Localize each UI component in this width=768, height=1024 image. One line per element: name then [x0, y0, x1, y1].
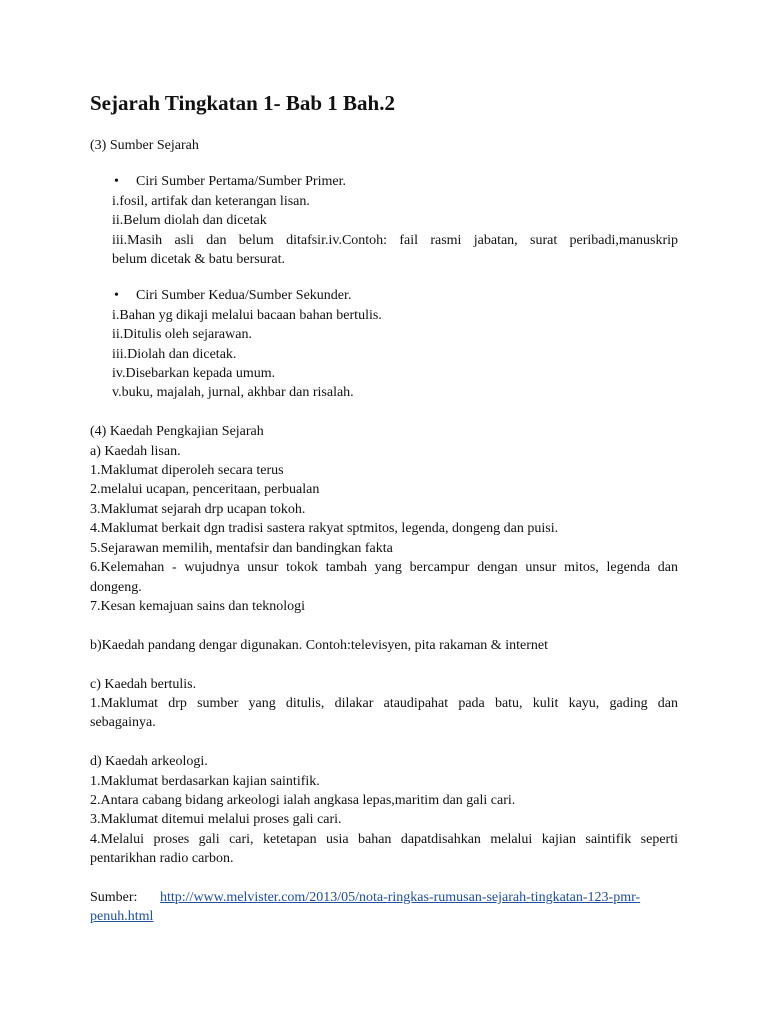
list-item: 4.Maklumat berkait dgn tradisi sastera rakyat sptmitos, legenda, dongeng dan puisi.: [90, 521, 559, 537]
list-item: iii.Diolah dan dicetak.: [112, 346, 237, 362]
source-link[interactable]: http://www.melvister.com/2013/05/nota-ringkas-rumusan-sejarah-tingkatan-123-pmr-: [160, 889, 641, 905]
document-title: Sejarah Tingkatan 1- Bab 1 Bah.2: [90, 91, 395, 115]
list-item: sebagainya.: [90, 715, 156, 731]
document-page: [90, 90, 678, 927]
list-item: ii.Belum diolah dan dicetak: [112, 213, 267, 229]
list-item: i.fosil, artifak dan keterangan lisan.: [112, 193, 310, 209]
list-item: v.buku, majalah, jurnal, akhbar dan risalah.: [112, 385, 354, 401]
bullet-secondary-label: Ciri Sumber Kedua/Sumber Sekunder.: [136, 288, 352, 304]
list-item: 2.Antara cabang bidang arkeologi ialah angkasa lepas,maritim dan gali cari.: [90, 792, 516, 808]
bullet-primary-label: Ciri Sumber Pertama/Sumber Primer.: [136, 174, 346, 190]
list-item: ii.Ditulis oleh sejarawan.: [112, 327, 252, 343]
method-c-heading: c) Kaedah bertulis.: [90, 676, 197, 692]
method-d-heading: d) Kaedah arkeologi.: [90, 754, 208, 770]
bullet-secondary: [112, 286, 678, 305]
source-label: Sumber:: [90, 889, 138, 905]
list-item: 1.Maklumat drp sumber yang ditulis, dilakar ataudipahat pada batu, kulit kayu, gading dan: [90, 695, 678, 711]
primary-source-block: [90, 172, 678, 269]
section-3-heading: (3) Sumber Sejarah: [90, 138, 199, 153]
list-item: 3.Maklumat ditemui melalui proses gali cari.: [90, 812, 342, 828]
list-item: 3.Maklumat sejarah drp ucapan tokoh.: [90, 501, 306, 517]
source-link-part-2[interactable]: penuh.html: [90, 909, 154, 925]
list-item: iv.Disebarkan kepada umum.: [112, 366, 276, 382]
bullet-primary: [112, 172, 678, 191]
list-item: 2.melalui ucapan, penceritaan, perbualan: [90, 482, 320, 498]
list-item: 1.Maklumat berdasarkan kajian saintifik.: [90, 773, 320, 789]
list-item: 1.Maklumat diperoleh secara terus: [90, 463, 284, 479]
list-item: 5.Sejarawan memilih, mentafsir dan bandingkan fakta: [90, 540, 393, 556]
source-line: [90, 888, 678, 907]
secondary-source-block: [90, 286, 678, 402]
bullet-dot-icon: •: [114, 174, 119, 190]
list-item: i.Bahan yg dikaji melalui bacaan bahan bertulis.: [112, 307, 382, 323]
method-a-heading: a) Kaedah lisan.: [90, 443, 181, 459]
source-link-continuation: [90, 907, 678, 926]
bullet-dot-icon: •: [114, 288, 119, 304]
list-item: dongeng.: [90, 579, 142, 595]
list-item: belum dicetak & batu bersurat.: [112, 252, 285, 268]
list-item: 4.Melalui proses gali cari, ketetapan usia bahan dapatdisahkan melalui kajian saintifik seperti: [90, 831, 678, 847]
list-item: 7.Kesan kemajuan sains dan teknologi: [90, 598, 306, 614]
list-item: 6.Kelemahan - wujudnya unsur tokok tambah yang bercampur dengan unsur mitos, legenda dan: [90, 560, 678, 576]
method-b-heading: b)Kaedah pandang dengar digunakan. Contoh:televisyen, pita rakaman & internet: [90, 637, 548, 653]
list-item: pentarikhan radio carbon.: [90, 851, 234, 867]
section-4-heading: (4) Kaedah Pengkajian Sejarah: [90, 424, 264, 440]
list-item: iii.Masih asli dan belum ditafsir.iv.Contoh: fail rasmi jabatan, surat peribadi,manuskrip: [112, 232, 678, 248]
